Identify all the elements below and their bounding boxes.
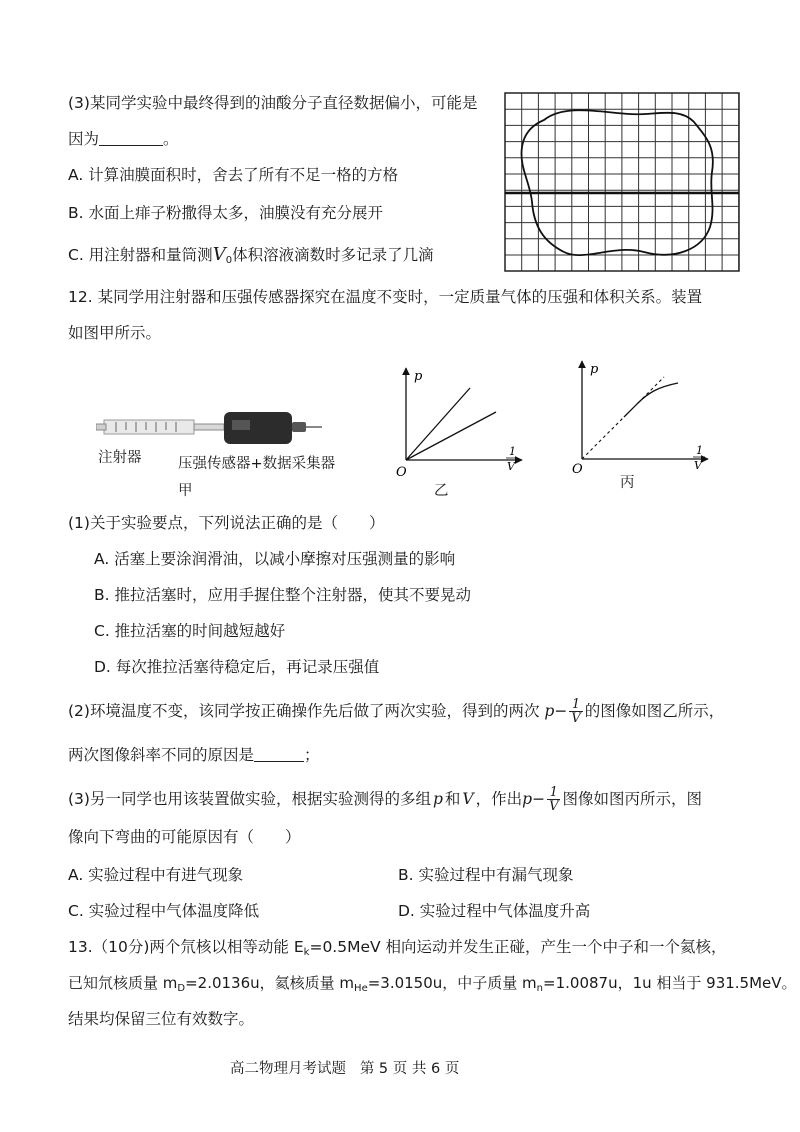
label-syringe: 注射器	[98, 450, 142, 466]
caption-jia: 甲	[178, 483, 193, 499]
q13-line3: 结果均保留三位有效数字。	[68, 1010, 255, 1028]
q11-3-option-b: B. 水面上痱子粉撒得太多，油膜没有充分展开	[68, 204, 383, 222]
q12-3-option-a: A. 实验过程中有进气现象	[68, 866, 244, 884]
q11-3-stem-line2: 因为 。	[68, 130, 179, 148]
caption-bing: 丙	[620, 475, 635, 491]
q11-3-stem-line1: (3)某同学实验中最终得到的油酸分子直径数据偏小，可能是	[68, 94, 478, 112]
q12-stem-line2: 如图甲所示。	[68, 324, 162, 342]
q12-1-option-c: C. 推拉活塞的时间越短越好	[94, 622, 286, 640]
q12-3-stem-line1: (3)另一同学也用该装置做实验，根据实验测得的多组 p 和 V ，作出p− $\frac{1}{V}$ 图像如图丙所示，图	[68, 785, 702, 814]
q12-1-option-d: D. 每次推拉活塞待稳定后，再记录压强值	[94, 658, 380, 676]
footer-page: 第 5 页 共 6 页	[359, 1061, 460, 1077]
q11-3-option-c: C. 用注射器和量筒测$V_0$体积溶液滴数时多记录了几滴	[68, 244, 434, 266]
axis-label-one: 1	[696, 444, 703, 457]
steep-line	[406, 388, 470, 460]
axis-label-p: p	[414, 369, 423, 384]
q12-3-option-d: D. 实验过程中气体温度升高	[398, 902, 591, 920]
dashed-extension-origin	[582, 417, 624, 459]
q13-line1: 13.（10分)两个氘核以相等动能 $E_k=0.5MeV$ 相向运动并发生正碰，产生一个中子和一个氦核，	[68, 938, 727, 958]
q12-3-option-c: C. 实验过程中气体温度降低	[68, 902, 260, 920]
q13-line2: 已知氘核质量 $m_D=2.0136u$，氦核质量 $m_{He}=3.0150u$，中子质量 $m_n=1.0087u$，1u 相当于 931.5MeV。	[68, 974, 797, 994]
caption-yi: 乙	[434, 483, 449, 499]
origin-label: O	[396, 465, 407, 480]
axis-label-one: 1	[509, 445, 516, 458]
oil-film-outline	[521, 110, 712, 255]
footer-title: 高二物理月考试题	[230, 1061, 346, 1077]
curved-line	[624, 383, 678, 417]
axis-label-v: V	[507, 460, 515, 473]
fraction-one-over-v: $\frac{1}{V}$	[549, 785, 559, 814]
label-sensor: 压强传感器+数据采集器	[178, 456, 336, 472]
q12-1-option-a: A. 活塞上要涂润滑油，以减小摩擦对压强测量的影响	[94, 550, 456, 568]
q12-1-stem: (1)关于实验要点，下列说法正确的是（ ）	[68, 514, 385, 532]
q12-1-option-b: B. 推拉活塞时，应用手握住整个注射器，使其不要晃动	[94, 586, 471, 604]
graph-bing	[568, 355, 718, 480]
q12-stem-line1: 12. 某同学用注射器和压强传感器探究在温度不变时，一定质量气体的压强和体积关系。装置	[68, 288, 703, 306]
q12-3-stem-line2: 像向下弯曲的可能原因有（ ）	[68, 828, 301, 846]
footer	[230, 1058, 459, 1080]
axis-label-v: V	[694, 459, 702, 472]
fraction-one-over-v: $\frac{1}{V}$	[571, 697, 581, 726]
q11-3-option-a: A. 计算油膜面积时，舍去了所有不足一格的方格	[68, 166, 399, 184]
answer-blank[interactable]	[254, 745, 304, 762]
q12-2-stem-line2: 两次图像斜率不同的原因是 ；	[68, 746, 320, 764]
axis-label-p: p	[590, 362, 599, 377]
oil-film-grid-figure	[504, 92, 740, 272]
q12-3-option-b: B. 实验过程中有漏气现象	[398, 866, 574, 884]
graph-yi	[392, 362, 532, 482]
origin-label: O	[572, 462, 583, 477]
answer-blank[interactable]	[99, 129, 163, 146]
q12-2-stem-line1: (2)环境温度不变，该同学按正确操作先后做了两次实验，得到的两次 p− $\frac{1}{V}$ 的图像如图乙所示，	[68, 697, 725, 726]
shallow-line	[406, 412, 496, 460]
